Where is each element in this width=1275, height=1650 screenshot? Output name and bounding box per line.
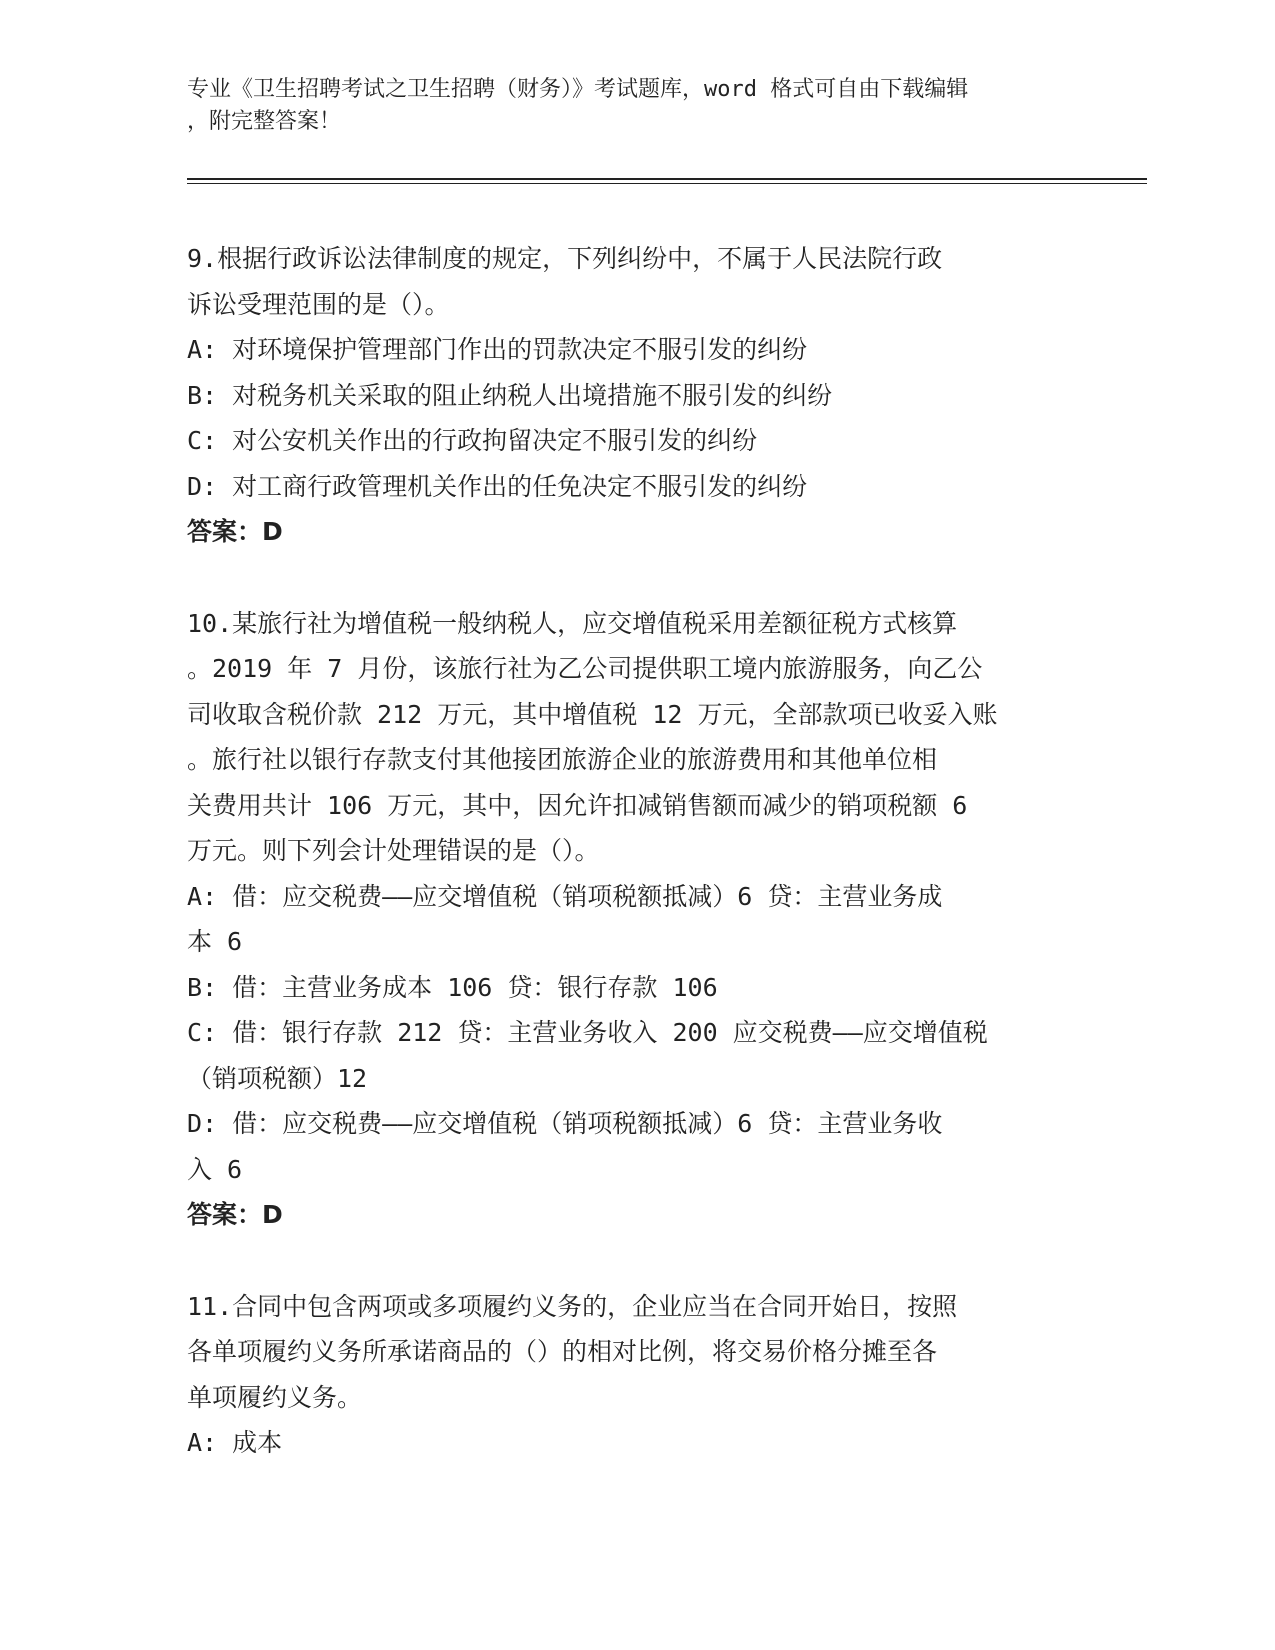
question-stem-line: 司收取含税价款 212 万元，其中增值税 12 万元，全部款项已收妥入账 <box>187 699 998 729</box>
option-c-continued: （销项税额）12 <box>187 1063 368 1093</box>
option-a: A: 对环境保护管理部门作出的罚款决定不服引发的纠纷 <box>187 335 808 364</box>
question-list <box>187 236 1067 1466</box>
question-stem-line: 11.合同中包含两项或多项履约义务的，企业应当在合同开始日，按照 <box>187 1291 958 1321</box>
question-stem-line: 。旅行社以银行存款支付其他接团旅游企业的旅游费用和其他单位相 <box>187 745 938 774</box>
question-stem-line: 10.某旅行社为增值税一般纳税人，应交增值税采用差额征税方式核算 <box>187 608 958 638</box>
option-b: B: 对税务机关采取的阻止纳税人出境措施不服引发的纠纷 <box>187 380 833 410</box>
question-stem-line: 诉讼受理范围的是（）。 <box>187 289 450 319</box>
document-header <box>187 74 1067 138</box>
option-c: C: 借：银行存款 212 贷：主营业务收入 200 应交税费——应交增值税 <box>187 1018 988 1047</box>
question-stem-line: 各单项履约义务所承诺商品的（）的相对比例，将交易价格分摊至各 <box>187 1337 938 1366</box>
option-b: B: 借：主营业务成本 106 贷：银行存款 106 <box>187 972 718 1002</box>
header-line-1: 专业《卫生招聘考试之卫生招聘（财务）》考试题库，word 格式可自由下载编辑 <box>187 77 969 102</box>
option-d-continued: 入 6 <box>187 1154 243 1184</box>
header-divider-thin <box>187 183 1147 184</box>
question-stem-line: 9.根据行政诉讼法律制度的规定，下列纠纷中，不属于人民法院行政 <box>187 244 943 273</box>
option-a-continued: 本 6 <box>187 927 243 956</box>
option-a: A: 借：应交税费——应交增值税（销项税额抵减）6 贷：主营业务成 <box>187 881 943 911</box>
answer-label: 答案：D <box>187 517 283 546</box>
option-c: C: 对公安机关作出的行政拘留决定不服引发的纠纷 <box>187 426 758 455</box>
answer-label: 答案：D <box>187 1200 283 1229</box>
question-10 <box>187 601 1067 1238</box>
question-stem-line: 。2019 年 7 月份，该旅行社为乙公司提供职工境内旅游服务，向乙公 <box>187 654 983 683</box>
question-stem-line: 单项履约义务。 <box>187 1382 363 1412</box>
option-d: D: 借：应交税费——应交增值税（销项税额抵减）6 贷：主营业务收 <box>187 1109 943 1138</box>
option-d: D: 对工商行政管理机关作出的任免决定不服引发的纠纷 <box>187 471 808 501</box>
question-9 <box>187 236 1067 555</box>
header-line-2: ，附完整答案！ <box>187 109 342 134</box>
header-divider-thick <box>187 178 1147 180</box>
option-a: A: 成本 <box>187 1428 283 1457</box>
question-11 <box>187 1284 1067 1466</box>
question-stem-line: 万元。则下列会计处理错误的是（）。 <box>187 836 600 865</box>
question-stem-line: 关费用共计 106 万元，其中，因允许扣减销售额而减少的销项税额 6 <box>187 790 968 820</box>
